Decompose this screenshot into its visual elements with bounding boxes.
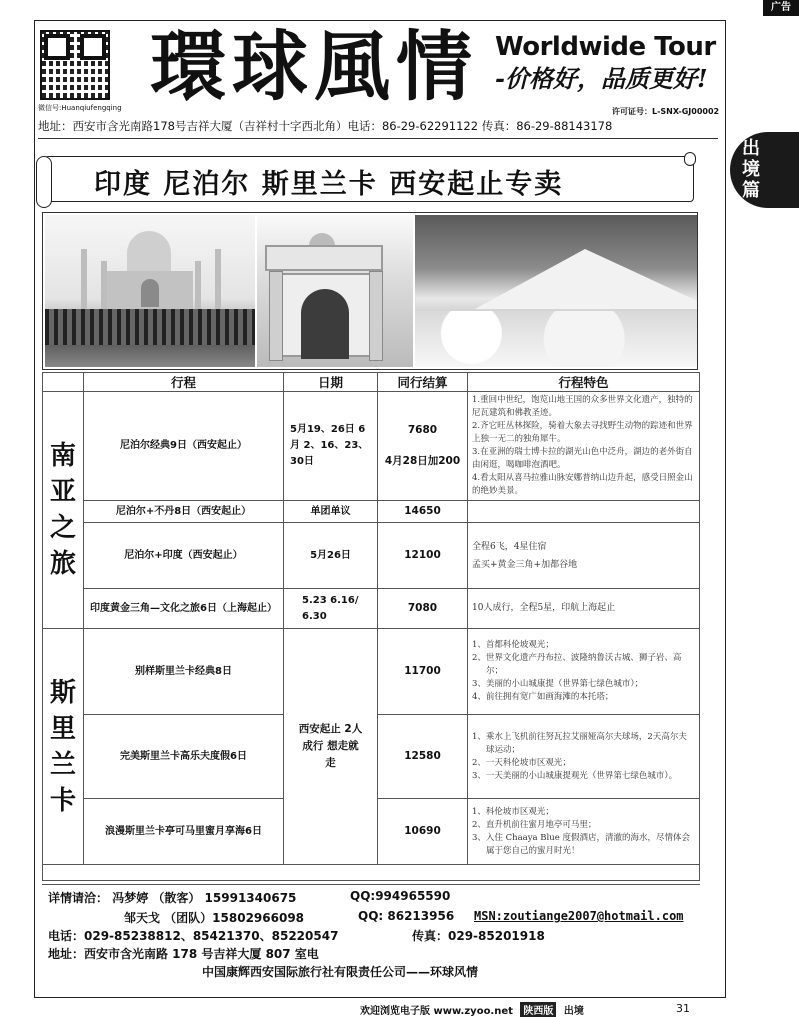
- scroll-curl-right: [684, 152, 696, 166]
- route-name: 印度黄金三角—文化之旅6日（上海起止）: [84, 589, 284, 629]
- route-date: 5月26日: [284, 523, 378, 589]
- section-tab-label: 出境篇: [742, 138, 760, 201]
- wechat-id: 微信号:Huanqiufengqing: [38, 104, 122, 112]
- route-price: 12100: [378, 523, 468, 589]
- table-row[interactable]: [43, 523, 700, 589]
- header-address: 地址：西安市含光南路178号吉祥大厦（吉祥村十字西北角）电话：86-29-62291122 传真：86-29-88143178: [38, 118, 718, 139]
- route-date: 5月19、26日 6月 2、16、23、30日: [284, 392, 378, 501]
- route-price: 14650: [378, 501, 468, 523]
- contact-person-1: 冯梦婷 （散客） 15991340675: [112, 891, 297, 905]
- company-name: 中国康辉西安国际旅行社有限责任公司——环球风情: [202, 965, 479, 979]
- mountain-peak: [475, 249, 698, 309]
- route-features: 1、首都科伦坡观光； 2、世界文化遗产丹布拉、波隆纳鲁沃古城、狮子岩、高尔； 3、美丽的小山城康提（世界第七绿色城市）； 4、前往拥有宽广如画海滩的本托塔；: [468, 629, 700, 715]
- header-blank: [43, 373, 84, 392]
- header-price: 同行结算: [378, 373, 468, 392]
- contact-qq-1[interactable]: QQ:994965590: [350, 889, 451, 903]
- table-row[interactable]: [43, 589, 700, 629]
- taj-dome: [127, 231, 171, 275]
- route-features: [468, 501, 700, 523]
- route-date: 5.23 6.16/ 6.30: [284, 589, 378, 629]
- taj-mahal-photo: [45, 215, 255, 367]
- contact-fax: 传真：029-85201918: [412, 929, 545, 943]
- temple-photo: [257, 215, 413, 367]
- footer-section: 出境: [563, 1006, 584, 1017]
- himalaya-photo: [415, 215, 697, 367]
- page-number: 31: [676, 1002, 690, 1015]
- contact-address: 地址：西安市含光南路 178 号吉祥大厦 807 室电: [48, 947, 319, 961]
- contact-qq-2[interactable]: QQ: 86213956: [358, 909, 455, 923]
- temple-pillar: [269, 271, 283, 361]
- contact-phone: 电话：029-85238812、85421370、85220547: [48, 929, 339, 943]
- slogan: -价格好，品质更好!: [495, 64, 708, 93]
- temple-pillar: [369, 271, 383, 361]
- table-header-row: [43, 373, 700, 392]
- region-south-asia: 南亚之旅: [43, 392, 84, 629]
- page-footer: [360, 1002, 720, 1016]
- edition-badge: 陕西版: [520, 1002, 556, 1017]
- route-features: 1.重回中世纪，饱览山地王国的众多世界文化遗产，独特的尼瓦建筑和佛教圣迹。 2.齐它旺丛林探险，骑着大象去寻找野生动物的踪迹和世界上独一无二的独角犀牛。 3.在亚洲的瑞士博卡拉的湖光山色中泛舟，湖边的老外街自由闲逛，喝咖啡泡酒吧。 4.看太阳从喜马拉雅山脉安娜普纳山边升起，感受日照金山的绝妙美景。: [468, 392, 700, 501]
- license-number: 许可证号：L-SNX-GJ00002: [612, 107, 720, 116]
- contact-msn-link[interactable]: MSN:zoutiange2007@hotmail.com: [474, 909, 684, 923]
- brand-english: Worldwide Tour: [495, 32, 716, 62]
- route-price: 7680 4月28日加200: [378, 392, 468, 501]
- section-tab-outbound[interactable]: [730, 132, 799, 208]
- route-features: 1、乘水上飞机前往努瓦拉艾丽娅高尔夫球场，2天高尔夫球运动； 2、一天科伦坡市区观光； 3、一天美丽的小山城康提观光（世界第七绿色城市）。: [468, 715, 700, 799]
- region-sri-lanka: 斯里兰卡: [43, 629, 84, 865]
- route-features: 1、科伦坡市区观光； 2、直升机前往蜜月地亭可马里； 3、入住 Chaaya Blue 度假酒店，清澈的海水，尽情体会属于您自己的蜜月时光！: [468, 799, 700, 865]
- table-footer-cell: [43, 865, 700, 881]
- tree-row: [45, 309, 255, 345]
- cloud-sea: [415, 311, 697, 367]
- photo-strip: [42, 212, 698, 370]
- scroll-curl-left: [36, 156, 52, 208]
- header-features: 行程特色: [468, 373, 700, 392]
- taj-door: [141, 279, 159, 307]
- qr-code[interactable]: [40, 30, 110, 100]
- route-name: 尼泊尔经典9日（西安起止）: [84, 392, 284, 501]
- header-route: 行程: [84, 373, 284, 392]
- minaret: [195, 261, 201, 311]
- title-banner: [36, 152, 696, 210]
- minaret: [81, 249, 87, 313]
- route-name: 尼泊尔+印度（西安起止）: [84, 523, 284, 589]
- route-price: 10690: [378, 799, 468, 865]
- table-row[interactable]: [43, 392, 700, 501]
- contact-person-2: 邹天戈 （团队）15802966098: [124, 911, 305, 925]
- minaret: [215, 249, 221, 313]
- route-features: 10人成行，全程5星，印航上海起止: [468, 589, 700, 629]
- contact-line-1: [48, 889, 296, 906]
- route-price: 12580: [378, 715, 468, 799]
- route-name: 完美斯里兰卡高乐夫度假6日: [84, 715, 284, 799]
- ad-tag: 广告: [763, 0, 799, 16]
- contact-label: 详情请洽：: [48, 891, 109, 905]
- header-date: 日期: [284, 373, 378, 392]
- contact-block: [42, 884, 700, 980]
- table-row[interactable]: [43, 629, 700, 715]
- route-date: 单团单议: [284, 501, 378, 523]
- route-date: 西安起止 2人成行 想走就走: [284, 629, 378, 865]
- route-price: 11700: [378, 629, 468, 715]
- table-footer-row: [43, 865, 700, 881]
- route-features: 全程6飞，4星住宿 孟买+黄金三角+加都谷地: [468, 523, 700, 589]
- footer-site-link[interactable]: 欢迎浏览电子版 www.zyoo.net: [360, 1006, 513, 1017]
- banner-title: 印度 尼泊尔 斯里兰卡 西安起止专卖: [94, 169, 564, 200]
- temple-roof: [265, 245, 383, 271]
- table-row[interactable]: [43, 501, 700, 523]
- route-name: 尼泊尔+不丹8日（西安起止）: [84, 501, 284, 523]
- temple-door: [301, 289, 349, 359]
- route-name: 浪漫斯里兰卡亭可马里蜜月享海6日: [84, 799, 284, 865]
- brand-chinese: 環球風情: [150, 22, 478, 111]
- route-name: 别样斯里兰卡经典8日: [84, 629, 284, 715]
- tour-table: [42, 372, 700, 881]
- route-price: 7080: [378, 589, 468, 629]
